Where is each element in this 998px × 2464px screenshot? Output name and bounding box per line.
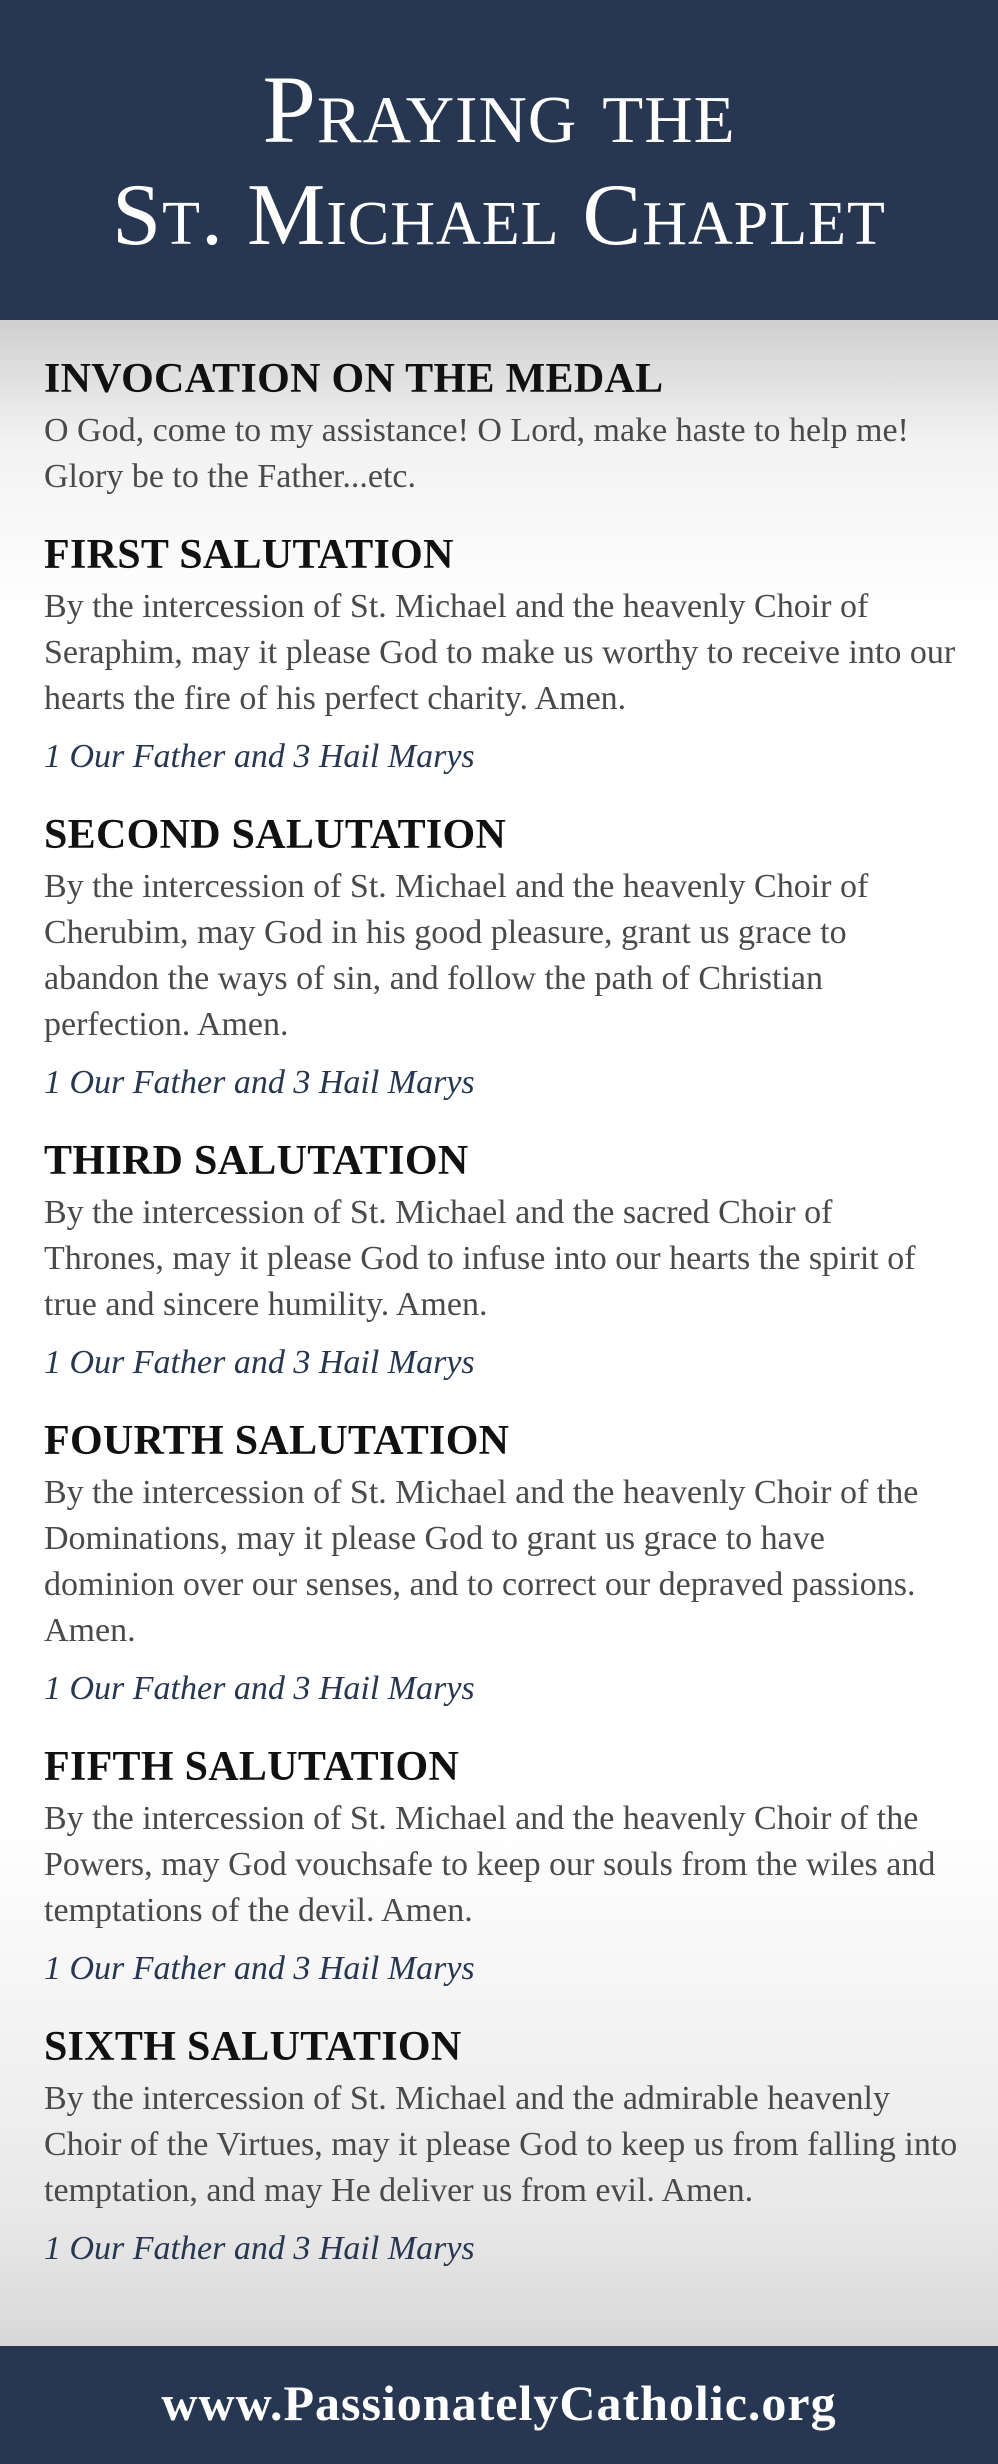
section-title: SECOND SALUTATION: [44, 812, 507, 858]
section-first-salutation: [44, 530, 958, 780]
section-title: SIXTH SALUTATION: [44, 2024, 462, 2070]
prayer-instruction: 1 Our Father and 3 Hail Marys: [44, 2230, 475, 2267]
section-body: O God, come to my assistance! O Lord, make haste to help me! Glory be to the Father...etc.: [44, 412, 909, 495]
title-line-2: St. Michael Chaplet: [112, 167, 886, 264]
section-body: By the intercession of St. Michael and the sacred Choir of Thrones, may it please God to infuse into our hearts the spirit of true and sincere humility. Amen.: [44, 1194, 916, 1323]
prayer-instruction: 1 Our Father and 3 Hail Marys: [44, 738, 475, 775]
section-fifth-salutation: [44, 1742, 958, 1992]
chaplet-content: [0, 320, 998, 2346]
prayer-instruction: 1 Our Father and 3 Hail Marys: [44, 1950, 475, 1987]
section-body: By the intercession of St. Michael and the admirable heavenly Choir of the Virtues, may it please God to keep us from falling into temptation, and may He deliver us from evil. Amen.: [44, 2080, 958, 2209]
section-third-salutation: [44, 1136, 958, 1386]
section-fourth-salutation: [44, 1416, 958, 1712]
section-invocation: [44, 354, 958, 500]
website-footer: [0, 2346, 998, 2464]
section-second-salutation: [44, 810, 958, 1106]
website-link[interactable]: www.PassionatelyCatholic.org: [161, 2375, 837, 2431]
section-title: FOURTH SALUTATION: [44, 1418, 510, 1464]
section-body: By the intercession of St. Michael and the heavenly Choir of Seraphim, may it please God to make us worthy to receive into our hearts the fire of his perfect charity. Amen.: [44, 588, 956, 717]
title-banner: [0, 0, 998, 320]
section-body: By the intercession of St. Michael and the heavenly Choir of the Powers, may God vouchsafe to keep our souls from the wiles and temptations of the devil. Amen.: [44, 1800, 936, 1929]
section-sixth-salutation: [44, 2022, 958, 2272]
title-line-1: Praying the: [262, 56, 736, 163]
prayer-instruction: 1 Our Father and 3 Hail Marys: [44, 1670, 475, 1707]
section-body: By the intercession of St. Michael and the heavenly Choir of Cherubim, may God in his good pleasure, grant us grace to abandon the ways of sin, and follow the path of Christian perfection. Amen.: [44, 868, 869, 1043]
prayer-instruction: 1 Our Father and 3 Hail Marys: [44, 1344, 475, 1381]
section-body: By the intercession of St. Michael and the heavenly Choir of the Dominations, may it please God to grant us grace to have dominion over our senses, and to correct our depraved passions. Amen.: [44, 1474, 919, 1649]
section-title: FIFTH SALUTATION: [44, 1744, 460, 1790]
section-title: FIRST SALUTATION: [44, 532, 454, 578]
section-title: THIRD SALUTATION: [44, 1138, 469, 1184]
section-title: INVOCATION ON THE MEDAL: [44, 356, 664, 402]
prayer-instruction: 1 Our Father and 3 Hail Marys: [44, 1064, 475, 1101]
